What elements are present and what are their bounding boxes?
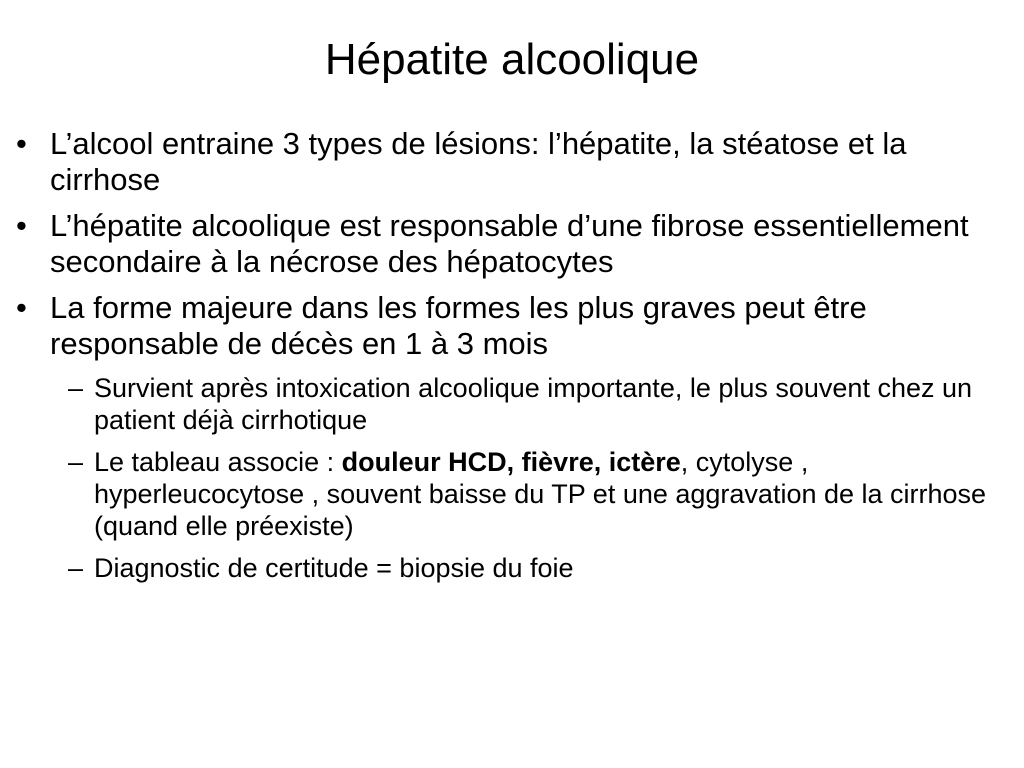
dash-marker: – bbox=[68, 553, 84, 583]
sub-bullet-item bbox=[10, 446, 1010, 542]
bullet-item bbox=[10, 208, 1010, 280]
bullet-marker: • bbox=[16, 208, 27, 243]
bullet-text: La forme majeure dans les formes les plus graves peut être responsable de décès en 1 à 3 mois bbox=[50, 290, 867, 361]
bullet-item bbox=[10, 126, 1010, 198]
bullet-marker: • bbox=[16, 126, 27, 161]
sub-bullet-text bbox=[94, 447, 986, 541]
bullet-item bbox=[10, 290, 1010, 362]
sub-bullet-text: Diagnostic de certitude = biopsie du foie bbox=[94, 553, 574, 583]
bullet-marker: • bbox=[16, 290, 27, 325]
sub-bullet-item bbox=[10, 552, 1010, 584]
sub-bullet-text: Survient après intoxication alcoolique importante, le plus souvent chez un patient déjà cirrhotique bbox=[94, 373, 973, 435]
sub-bullet-prefix: Le tableau associe : bbox=[94, 447, 342, 477]
dash-marker: – bbox=[68, 447, 84, 477]
bullet-text: L’alcool entraine 3 types de lésions: l’hépatite, la stéatose et la cirrhose bbox=[50, 126, 907, 197]
dash-marker: – bbox=[68, 373, 84, 403]
sub-bullet-suffix: , cytolyse , hyperleucocytose , souvent baisse du TP et une aggravation de la cirrhose (quand elle préexiste) bbox=[94, 447, 987, 541]
sub-bullet-item bbox=[10, 372, 1010, 436]
sub-bullet-bold-symptoms: douleur HCD, fièvre, ictère bbox=[341, 447, 681, 477]
slide-title: Hépatite alcoolique bbox=[324, 35, 700, 84]
bullet-text: L’hépatite alcoolique est responsable d’une fibrose essentiellement secondaire à la nécrose des hépatocytes bbox=[50, 208, 969, 279]
slide-body bbox=[10, 126, 1010, 594]
